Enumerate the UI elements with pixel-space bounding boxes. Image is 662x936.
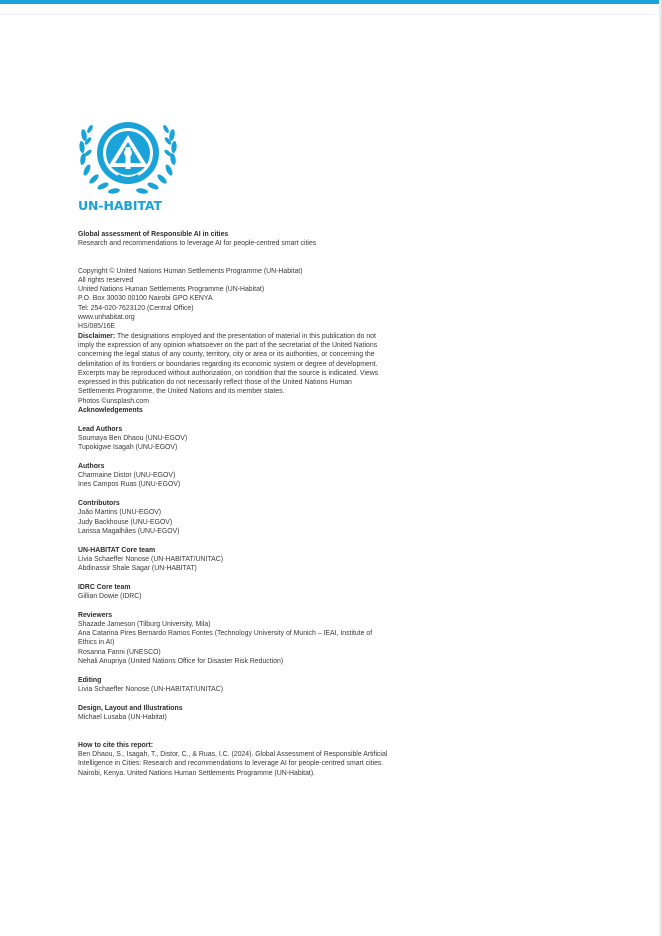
citation-text: Ben Dhaou, S., Isagah, T., Distor, C., & Ruas, I.C. (2024). Global Assessment of Responsible Artificial Intelligence in Cities: Research and recommendations to leverage AI for people-centred smart cities. Nairobi, Kenya. United Nations Human Settlements Programme (UN-Habitat).: [78, 751, 388, 777]
publication-title: Global assessment of Responsible AI in cities: [78, 231, 229, 238]
credit-heading: Editing: [78, 676, 102, 684]
credit-name: Gillian Dowie (IDRC): [78, 592, 142, 600]
credit-heading: Contributors: [78, 500, 120, 508]
photos-credit: Photos ©unsplash.com: [78, 397, 149, 405]
address-line: P.O. Box 30030 00100 Nairobi GPO KENYA: [78, 295, 213, 303]
credit-name: Michael Lusaba (UN-Habitat): [78, 713, 167, 721]
credit-name: Rosanna Fanni (UNESCO): [78, 648, 161, 656]
credit-heading: Authors: [78, 462, 105, 470]
top-accent-bar: [0, 0, 662, 4]
credit-name: Livia Schaeffer Nonose (UN-HABITAT/UNITAC): [78, 555, 223, 563]
acknowledgements-title: Acknowledgements: [78, 407, 143, 415]
credit-heading: Design, Layout and Illustrations: [78, 704, 183, 712]
citation-heading: How to cite this report:: [78, 741, 154, 749]
credit-section-design: [78, 704, 390, 723]
credit-section-reviewers: [78, 611, 390, 667]
credit-heading: Lead Authors: [78, 425, 123, 433]
credit-name: Abdinassir Shale Sagar (UN-HABITAT): [78, 565, 197, 573]
credit-name: Ana Catarina Pires Bernardo Ramos Fontes (Technology University of Munich – IEAI, Institute of Ethics in AI): [78, 630, 373, 647]
logo-wordmark: UN-HABITAT: [78, 198, 162, 213]
phone-line: Tel: 254-020-7623120 (Central Office): [78, 304, 194, 312]
disclaimer-label: Disclaimer:: [78, 332, 116, 340]
imprint-content: [78, 230, 390, 778]
copyright-line: All rights reserved: [78, 276, 134, 284]
credit-section-editing: [78, 676, 390, 695]
credit-name: Charmaine Distor (UNU-EGOV): [78, 472, 176, 480]
credit-name: Larissa Magalhães (UNU-EGOV): [78, 527, 180, 535]
credit-name: Shazade Jameson (Tilburg University, Mila): [78, 620, 211, 628]
top-divider: [0, 14, 655, 15]
citation-block: [78, 741, 390, 778]
credit-name: Ines Campos Ruas (UNU-EGOV): [78, 481, 181, 489]
disclaimer-text: The designations employed and the presentation of material in this publication do not imply the expression of any opinion whatsoever on the part of the secretariat of the United Nations concerning the legal status of any county, territory, city or area or its authorities, or concerning the delimitation of its frontiers or boundaries regarding its economic system or degree of development. Excerpts may be reproduced without authorization, on condition that the source is indicated. Views expressed in this publication do not necessarily reflect those of the United Nations Human Settlements Programme, the United Nations and its member states.: [78, 332, 379, 396]
credit-name: Livia Schaeffer Nonose (UN-HABITAT/UNITAC): [78, 685, 223, 693]
credit-heading: IDRC Core team: [78, 583, 131, 591]
credit-name: Soumaya Ben Dhaou (UNU-EGOV): [78, 434, 188, 442]
website-link[interactable]: www.unhabitat.org: [78, 314, 135, 322]
copyright-line: United Nations Human Settlements Programme (UN-Habitat): [78, 286, 265, 294]
credit-name: João Martins (UNU-EGOV): [78, 509, 162, 517]
copyright-line: Copyright © United Nations Human Settlements Programme (UN-Habitat): [78, 267, 303, 275]
credit-heading: Reviewers: [78, 611, 113, 619]
copyright-block: [78, 267, 390, 323]
credit-name: Judy Backhouse (UNU-EGOV): [78, 518, 173, 526]
credit-heading: UN-HABITAT Core team: [78, 546, 156, 554]
credit-section-authors: [78, 462, 390, 490]
credit-section-unhabitat-core: [78, 546, 390, 574]
disclaimer: [78, 332, 390, 397]
credit-name: Nehali Anupriya (United Nations Office for Disaster Risk Reduction): [78, 658, 284, 666]
credit-section-idrc-core: [78, 583, 390, 602]
credit-name: Tupokigwe Isagah (UNU-EGOV): [78, 444, 178, 452]
credit-section-contributors: [78, 499, 390, 536]
credit-section-lead-authors: [78, 425, 390, 453]
publication-subtitle: Research and recommendations to leverage AI for people-centred smart cities: [78, 240, 317, 248]
hs-number: HS/085/16E: [78, 323, 116, 331]
